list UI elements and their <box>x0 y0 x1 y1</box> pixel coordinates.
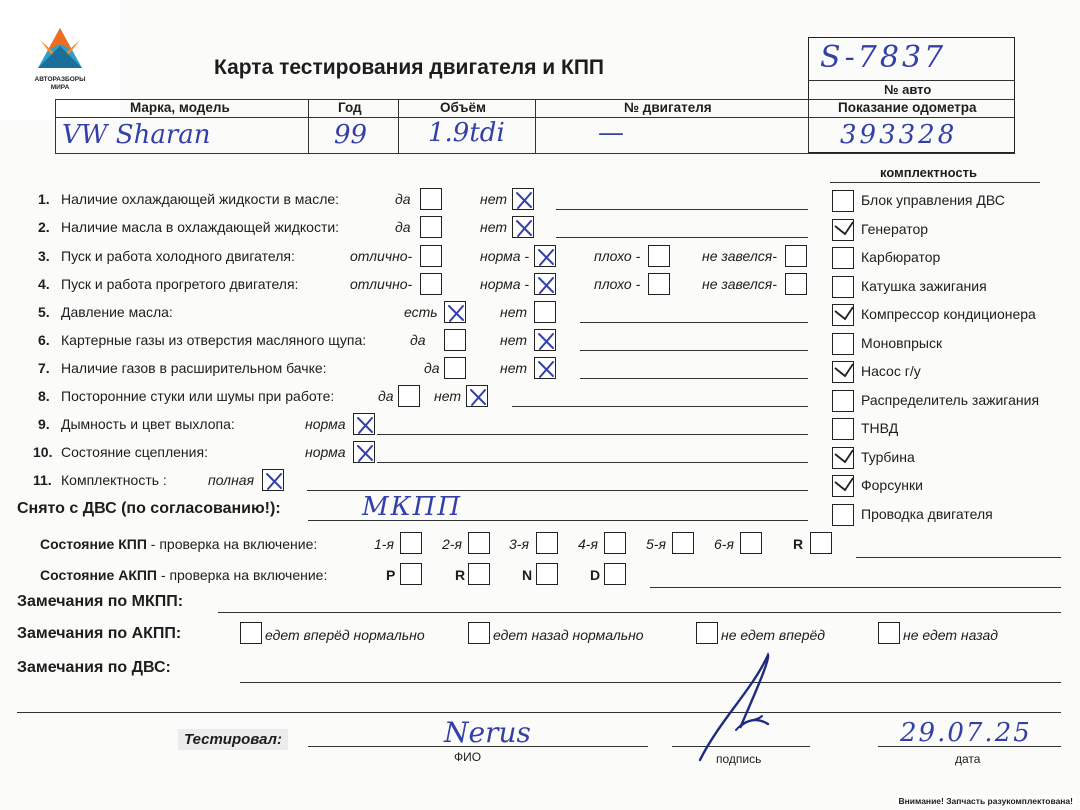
akpp-mode-label: N <box>522 567 533 583</box>
akpp-mode-label: R <box>455 567 466 583</box>
col-engine-no-header: № двигателя <box>624 100 712 115</box>
check-option-label: есть <box>404 304 438 320</box>
akpp-remark-label: едет вперёд нормально <box>265 627 425 643</box>
check-number: 7. <box>38 360 50 376</box>
check-label: Наличие охлаждающей жидкости в масле: <box>61 191 340 207</box>
check-number: 8. <box>38 388 50 404</box>
check-label: Давление масла: <box>61 304 173 320</box>
check-option-label: нет <box>500 360 527 376</box>
gear-label: 5-я <box>646 536 666 552</box>
check-option-label: нет <box>480 219 507 235</box>
gear-label: 1-я <box>374 536 394 552</box>
check-option-label: нет <box>500 332 527 348</box>
akpp-mode-label: P <box>386 567 396 583</box>
check-number: 11. <box>33 472 52 488</box>
equipment-item-label: Компрессор кондиционера <box>861 306 1036 322</box>
equipment-item-label: Моновпрыск <box>861 334 943 351</box>
check-number: 1. <box>38 191 50 207</box>
check-option-label: норма - <box>480 276 530 292</box>
check-option-label: не завелся- <box>702 276 777 292</box>
check-label: Комплектность : <box>61 472 167 488</box>
akpp-mode-label: D <box>590 567 601 583</box>
check-number: 10. <box>33 444 53 460</box>
equipment-item-label: Блок управления ДВС <box>861 192 1005 208</box>
fio-label: ФИО <box>454 750 482 764</box>
col-volume-header: Объём <box>440 100 486 115</box>
remarks-dvs-label: Замечания по ДВС: <box>17 659 171 676</box>
removed-label: Снято с ДВС (по согласованию!): <box>17 500 281 517</box>
odometer-label: Показание одометра <box>838 100 977 115</box>
model-value: VW Sharan <box>62 120 211 150</box>
kpp-label: Состояние КПП - проверка на включение: <box>40 536 318 552</box>
date-value: 29.07.25 <box>900 718 1032 748</box>
check-option-label: нет <box>434 388 461 404</box>
check-option-label: да <box>395 219 411 235</box>
removed-value: МКПП <box>362 492 463 522</box>
tested-by-label: Тестировал: <box>178 729 288 750</box>
check-label: Наличие газов в расширительном бачке: <box>61 360 327 376</box>
col-model-header: Марка, модель <box>130 100 230 115</box>
equipment-item-label: Форсунки <box>861 477 923 493</box>
check-option-label: плохо - <box>594 248 641 264</box>
check-number: 5. <box>38 304 50 320</box>
check-option-label: не завелся- <box>702 248 777 264</box>
check-option-label: норма - <box>480 248 530 264</box>
remarks-akpp-label: Замечания по АКПП: <box>17 625 182 642</box>
car-number-value: S-7837 <box>820 40 947 75</box>
equipment-item-label: Проводка двигателя <box>861 505 993 522</box>
check-number: 9. <box>38 416 50 432</box>
check-number: 4. <box>38 276 50 292</box>
year-value: 99 <box>334 120 368 150</box>
equipment-title: комплектность <box>880 165 977 180</box>
equipment-item-label: Катушка зажигания <box>861 277 987 294</box>
brand-name: АВТОРАЗБОРЫ МИРА <box>34 76 86 91</box>
check-label: Пуск и работа прогретого двигателя: <box>61 276 299 292</box>
date-label: дата <box>955 752 981 766</box>
equipment-item-label: Насос г/у <box>861 363 921 379</box>
gear-label: 4-я <box>578 536 598 552</box>
check-option-label: норма <box>305 416 346 432</box>
col-year-header: Год <box>338 100 362 115</box>
equipment-item-label: Карбюратор <box>861 249 941 265</box>
check-number: 6. <box>38 332 50 348</box>
gear-label: 2-я <box>442 536 462 552</box>
check-option-label: плохо - <box>594 276 641 292</box>
check-option-label: полная <box>208 472 255 488</box>
signature-label: подпись <box>716 752 762 766</box>
remarks-mkpp-label: Замечания по МКПП: <box>17 593 184 610</box>
akpp-remark-label: не едет назад <box>903 627 998 643</box>
akpp-remark-label: не едет вперёд <box>721 627 826 643</box>
check-label: Состояние сцепления: <box>61 444 208 460</box>
check-option-label: нет <box>500 304 527 320</box>
check-option-label: да <box>395 191 411 207</box>
footnote-warning: Внимание! Запчасть разукомплектована! <box>896 795 1076 807</box>
check-option-label: нет <box>480 191 507 207</box>
check-label: Картерные газы из отверстия масляного щупа: <box>61 332 367 348</box>
engine-no-value: — <box>598 118 624 148</box>
check-number: 3. <box>38 248 50 264</box>
gear-label: 3-я <box>509 536 529 552</box>
check-option-label: отлично- <box>350 276 413 292</box>
check-label: Посторонние стуки или шумы при работе: <box>61 388 335 404</box>
check-label: Дымность и цвет выхлопа: <box>61 416 235 432</box>
check-label: Наличие масла в охлаждающей жидкости: <box>61 219 340 235</box>
check-label: Пуск и работа холодного двигателя: <box>61 248 295 264</box>
check-option-label: да <box>378 388 394 404</box>
check-option-label: да <box>424 360 440 376</box>
check-option-label: да <box>410 332 426 348</box>
akpp-remark-label: едет назад нормально <box>493 627 644 643</box>
akpp-label: Состояние АКПП - проверка на включение: <box>40 567 328 583</box>
tester-name-value: Nerus <box>444 716 531 749</box>
gear-label: R <box>793 536 804 552</box>
form-title: Карта тестирования двигателя и КПП <box>214 56 605 79</box>
gear-label: 6-я <box>714 536 734 552</box>
volume-value: 1.9tdi <box>428 118 505 148</box>
check-option-label: отлично- <box>350 248 413 264</box>
equipment-item-label: Генератор <box>861 220 929 237</box>
equipment-item-label: ТНВД <box>861 420 899 436</box>
equipment-item-label: Турбина <box>861 448 915 465</box>
equipment-item-label: Распределитель зажигания <box>861 391 1040 408</box>
check-option-label: норма <box>305 444 346 460</box>
car-number-label: № авто <box>884 82 932 97</box>
odometer-value: 393328 <box>840 120 958 150</box>
check-number: 2. <box>38 219 50 235</box>
